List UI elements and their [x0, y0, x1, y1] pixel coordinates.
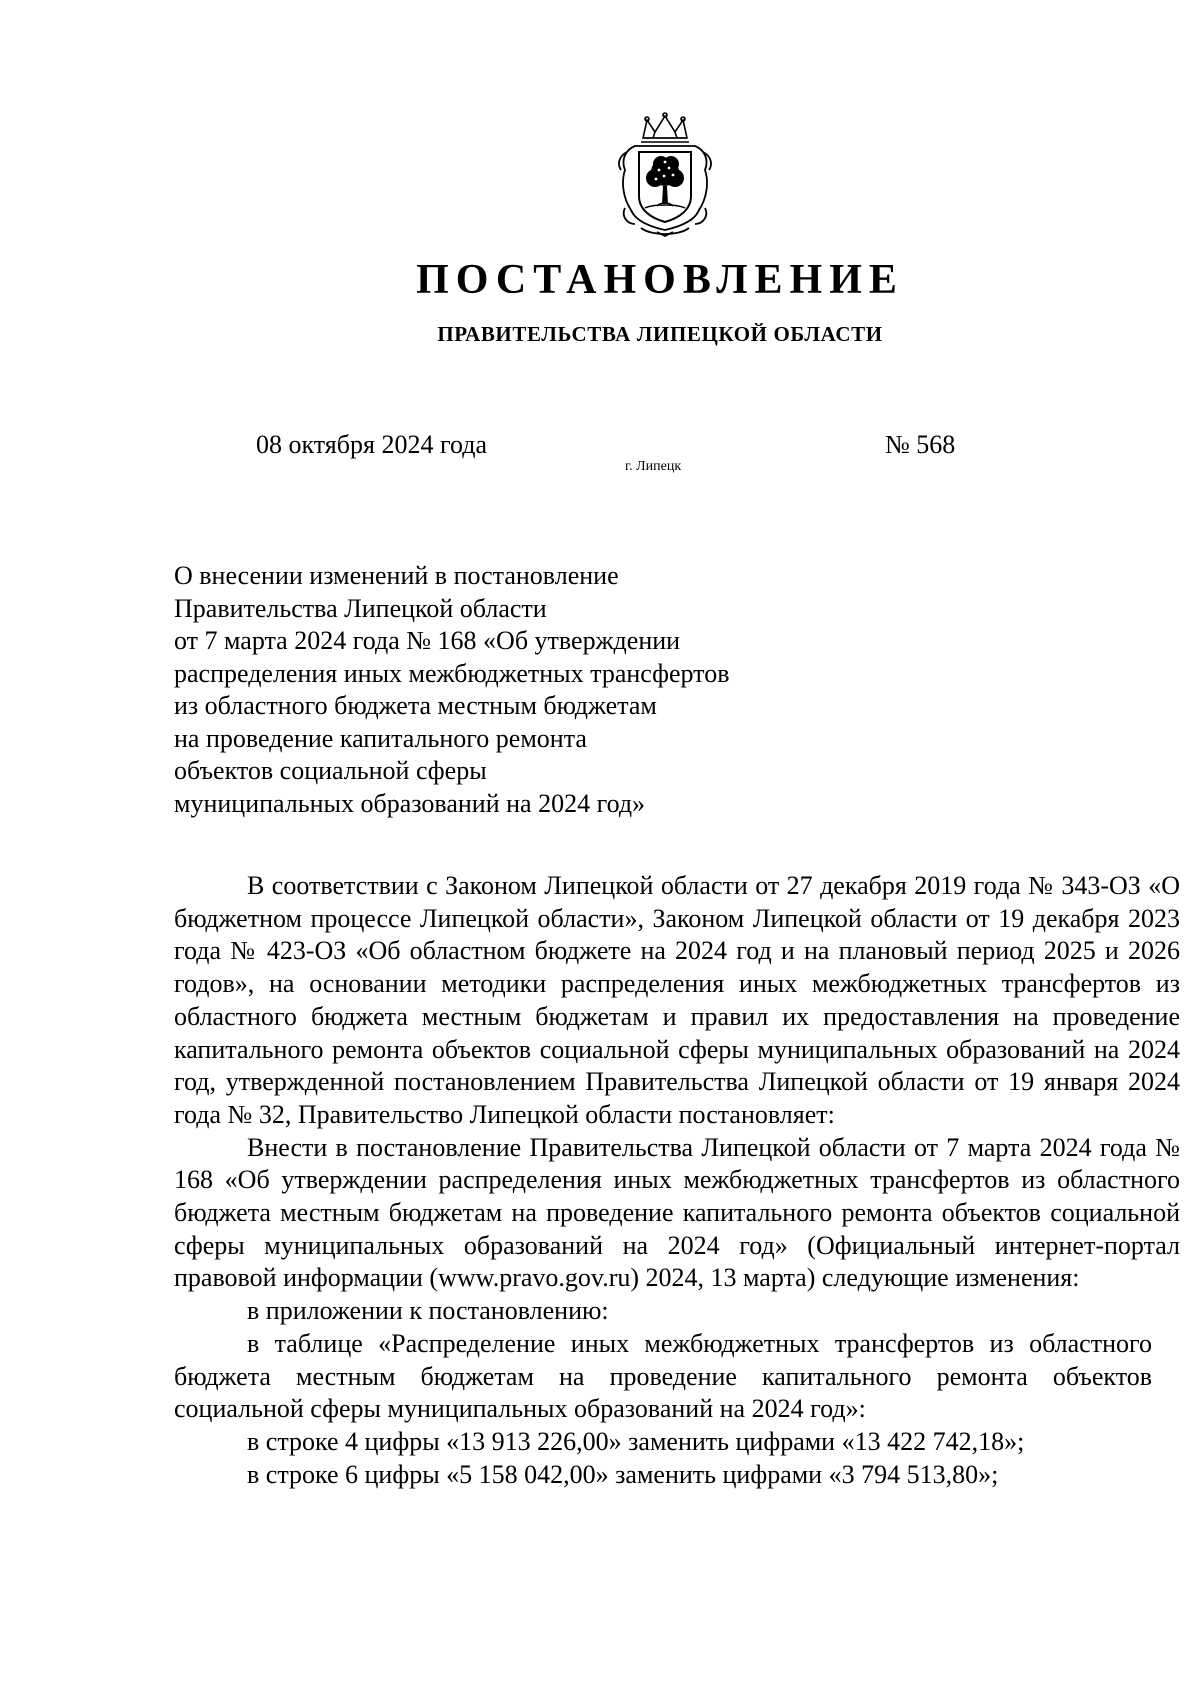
body-paragraph-row-4: в строке 4 цифры «13 913 226,00» заменить цифрами «13 422 742,18»;: [247, 1426, 1025, 1456]
subject-line: объектов социальной сферы: [174, 756, 487, 785]
subject-line: распределения иных межбюджетных трансфертов: [174, 658, 730, 688]
document-title: ПОСТАНОВЛЕНИЕ: [416, 257, 904, 303]
subject-line: Правительства Липецкой области: [174, 593, 547, 623]
body-paragraph-amendment: Внести в постановление Правительства Липецкой области от 7 марта 2024 года № 168 «Об утверждении распределения иных межбюджетных трансфертов из областного бюджета местным бюджетам на проведение капитального ремонта объектов социальной сферы муниципальных образований на 2024 год» (Официальный интернет-портал правовой информации (www.pravo.gov.ru) 2024, 13 марта) следующие изменения:: [174, 1132, 1180, 1293]
document-body: [174, 870, 1180, 1491]
body-paragraph-preamble: В соответствии с Законом Липецкой области от 27 декабря 2019 года № 343-ОЗ «О бюджетном процессе Липецкой области», Законом Липецкой области от 19 декабря 2023 года № 423-ОЗ «Об областном бюджете на 2024 год и на плановый период 2025 и 2026 годов», на основании методики распределения иных межбюджетных трансфертов из областного бюджета местным бюджетам и правил их предоставления на проведение капитального ремонта объектов социальной сферы муниципальных образований на 2024 год, утвержденной постановлением Правительства Липецкой области от 19 января 2024 года № 32, Правительство Липецкой области постановляет:: [174, 871, 1180, 1129]
body-paragraph-table: в таблице «Распределение иных межбюджетных трансфертов из областного бюджета местным бюджетам на проведение капитального ремонта объектов социальной сферы муниципальных образований на 2024 год»:: [174, 1328, 1152, 1424]
subject-line: муниципальных образований на 2024 год»: [174, 788, 646, 818]
body-paragraph-appendix: в приложении к постановлению:: [247, 1296, 609, 1326]
body-paragraph-row-6: в строке 6 цифры «5 158 042,00» заменить цифрами «3 794 513,80»;: [247, 1459, 999, 1489]
document-date: 08 октября 2024 года: [256, 430, 487, 459]
lipetsk-coat-of-arms-icon: [617, 112, 713, 238]
subject-line: О внесении изменений в постановление: [174, 561, 619, 590]
subject-line: из областного бюджета местным бюджетам: [174, 691, 657, 720]
subject-line: от 7 марта 2024 года № 168 «Об утверждении: [174, 626, 681, 655]
subject-line: на проведение капитального ремонта: [174, 723, 587, 753]
document-number: № 568: [885, 430, 956, 459]
document-subject: [174, 560, 814, 820]
issuing-authority: ПРАВИТЕЛЬСТВА ЛИПЕЦКОЙ ОБЛАСТИ: [437, 322, 883, 346]
document-city: г. Липецк: [625, 459, 682, 474]
